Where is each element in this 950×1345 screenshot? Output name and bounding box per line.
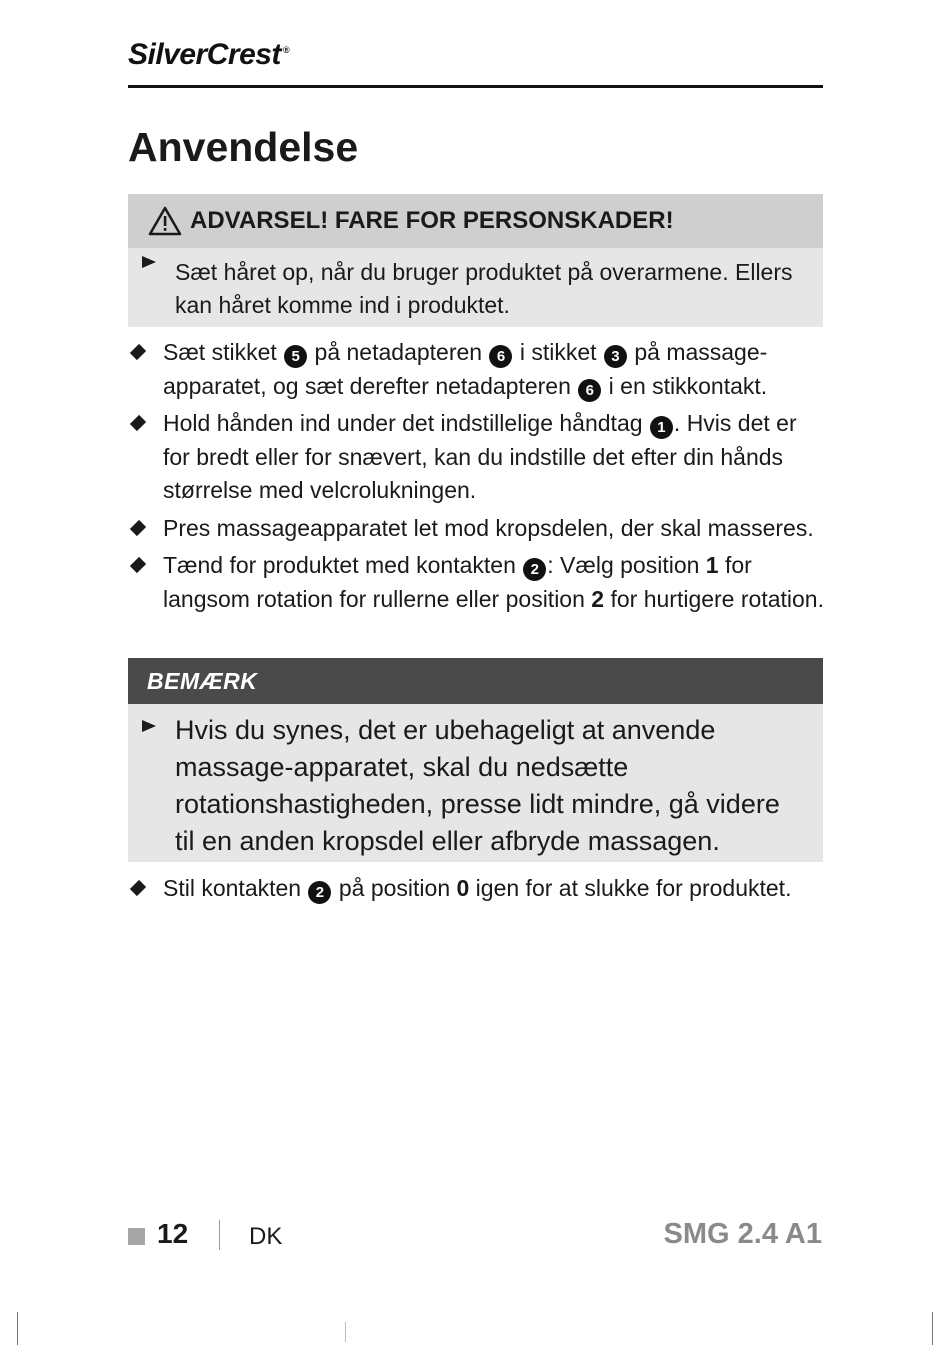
step-item xyxy=(128,549,828,616)
crop-mark xyxy=(345,1322,346,1342)
warning-item-text: Sæt håret op, når du bruger produktet på overarmene. Ellers kan håret komme ind i produktet. xyxy=(175,259,793,318)
part-number-badge: 6 xyxy=(578,379,601,402)
registered-mark: ® xyxy=(282,45,290,55)
part-number-badge: 1 xyxy=(650,416,673,439)
step-text: Sæt stikket xyxy=(163,339,284,365)
step-text: for langsom rotation for rullerne eller position xyxy=(163,552,752,612)
footer-divider xyxy=(219,1220,220,1250)
warning-heading-text: ADVARSEL! FARE FOR PERSONSKADER! xyxy=(190,207,674,234)
part-number-badge: 2 xyxy=(308,881,331,904)
step-text: i stikket xyxy=(513,339,603,365)
warning-heading xyxy=(128,194,823,248)
step-text: Stil kontakten xyxy=(163,875,308,901)
step-item xyxy=(128,512,828,546)
step-text: på massage-apparatet, og sæt derefter netadapteren xyxy=(163,339,768,399)
arrow-bullet-icon xyxy=(142,256,156,268)
header-rule xyxy=(128,85,823,88)
step-text: Hold hånden ind under det indstillelige håndtag xyxy=(163,410,649,436)
step-item xyxy=(128,336,828,403)
arrow-bullet-icon xyxy=(142,720,156,732)
brand-logo xyxy=(128,38,289,72)
step-text: i en stikkontakt. xyxy=(602,372,768,399)
step-text: . Hvis det er for bredt eller for snævert, kan du indstille det efter din hånds størrelse med velcrolukningen. xyxy=(163,410,797,503)
brand-name: SilverCrest xyxy=(128,38,281,71)
step-item xyxy=(128,872,828,906)
step-item xyxy=(128,407,828,508)
crop-mark xyxy=(17,1312,18,1345)
diamond-bullet-icon xyxy=(130,344,146,360)
step-text: Pres massageapparatet let mod kropsdelen, der skal masseres. xyxy=(163,514,814,541)
model-number: SMG 2.4 A1 xyxy=(663,1218,822,1250)
step-text: på netadapteren xyxy=(308,339,489,365)
step-text: igen for at slukke for produktet. xyxy=(469,875,792,901)
note-text: Hvis du synes, det er ubehageligt at anvende massage-apparatet, skal du nedsætte rotationshastigheden, presse lidt mindre, gå videre til en anden kropsdel eller afbryde massagen. xyxy=(175,715,780,856)
footer-square-icon xyxy=(128,1228,145,1245)
warning-triangle-icon xyxy=(148,206,182,236)
diamond-bullet-icon xyxy=(130,880,146,896)
part-number-badge: 5 xyxy=(284,345,307,368)
position-value: 0 xyxy=(456,875,470,901)
note-box xyxy=(128,658,823,862)
position-value: 1 xyxy=(705,552,719,578)
step-text: Tænd for produktet med kontakten xyxy=(163,552,523,578)
step-text: på position xyxy=(332,875,457,901)
diamond-bullet-icon xyxy=(130,415,146,431)
note-item xyxy=(128,704,823,860)
final-step xyxy=(128,872,828,910)
part-number-badge: 3 xyxy=(604,345,627,368)
note-heading: BEMÆRK xyxy=(128,658,823,704)
step-list xyxy=(128,336,828,620)
warning-item xyxy=(128,248,823,322)
part-number-badge: 6 xyxy=(489,345,512,368)
diamond-bullet-icon xyxy=(130,557,146,573)
crop-mark xyxy=(932,1312,933,1345)
warning-box xyxy=(128,194,823,327)
page-number: 12 xyxy=(157,1218,189,1249)
language-code: DK xyxy=(249,1223,283,1250)
step-text: for hurtigere rotation. xyxy=(604,585,824,612)
position-value: 2 xyxy=(591,585,605,612)
part-number-badge: 2 xyxy=(523,558,546,581)
page-title: Anvendelse xyxy=(128,124,359,170)
step-text: : Vælg position xyxy=(547,552,706,578)
diamond-bullet-icon xyxy=(130,519,146,535)
